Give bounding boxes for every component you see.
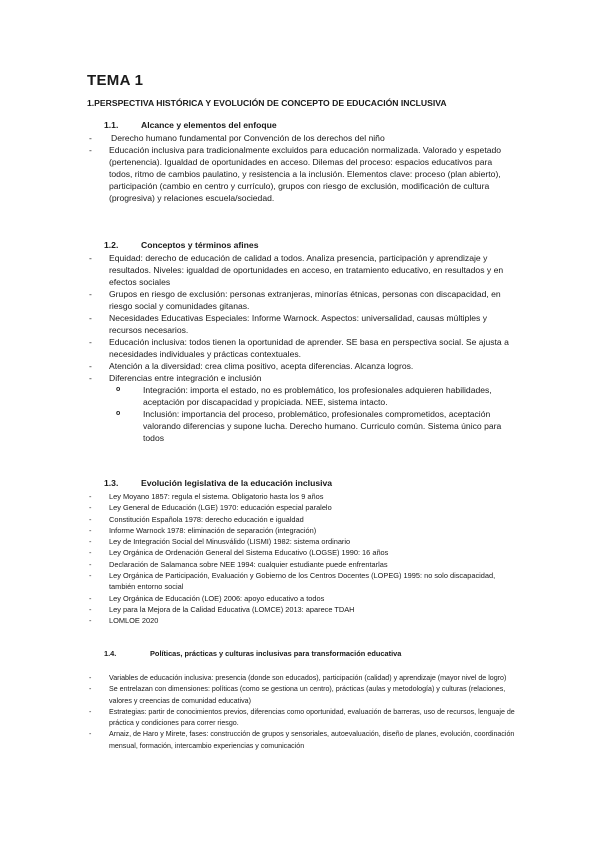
list-item: - Grupos en riesgo de exclusión: personas extranjeras, minorías étnicas, personas con discapacidad, en riesgo social y comunidades gitanas.	[87, 288, 517, 312]
list-item: - Ley Orgánica de Educación (LOE) 2006: apoyo educativo a todos	[87, 593, 517, 604]
section-1-1	[87, 118, 517, 204]
list-item: - Ley Moyano 1857: regula el sistema. Obligatorio hasta los 9 años	[87, 491, 517, 502]
list-item: - Arnaiz, de Haro y Mirete, fases: construcción de grupos y sensoriales, autoevaluación, diseño de planes, evolución, coordinación mensual, formación, intercambio experiencias y comunicación	[87, 729, 517, 752]
section-title	[87, 477, 517, 491]
sub-list-item: o Inclusión: importancia del proceso, problemático, profesionales comprometidos, aceptación valorando diferencias y supone lucha. Derecho humano. Curriculo común. Sistema único para todos	[115, 408, 517, 444]
section-number: 1.2.	[104, 240, 119, 250]
list-item: - Ley de Integración Social del Minusválido (LISMI) 1982: sistema ordinario	[87, 536, 517, 547]
section-title-text: Evolución legislativa de la educación inclusiva	[141, 478, 333, 489]
list-item: - Informe Warnock 1978: eliminación de separación (integración)	[87, 525, 517, 536]
section-1-2	[87, 238, 517, 444]
main-heading: 1.PERSPECTIVA HISTÓRICA Y EVOLUCIÓN DE CONCEPTO DE EDUCACIÓN INCLUSIVA	[87, 98, 447, 108]
list-item: - Constitución Española 1978: derecho educación e igualdad	[87, 514, 517, 525]
section-title	[87, 118, 517, 132]
list-item: - Ley Orgánica de Ordenación General del Sistema Educativo (LOGSE) 1990: 16 años	[87, 547, 517, 558]
section-1-3	[87, 477, 517, 627]
list-item: - Ley General de Educación (LGE) 1970: educación especial paralelo	[87, 502, 517, 513]
list-item: - Estrategias: partir de conocimientos previos, diferencias como oportunidad, evaluación de barreras, uso de recursos, lenguaje de práctica y condiciones para correr riesgo.	[87, 707, 517, 730]
section-title-text: Alcance y elementos del enfoque	[141, 120, 277, 130]
section-number: 1.1.	[104, 120, 119, 130]
list-item: - Atención a la diversidad: crea clima positivo, acepta diferencias. Alcanza logros.	[87, 360, 517, 372]
section-number: 1.4.	[104, 649, 117, 659]
sub-bullet-list	[87, 384, 517, 444]
section-title	[87, 647, 517, 661]
bullet-list	[87, 673, 517, 752]
section-1-4	[87, 647, 517, 752]
list-item: - Ley para la Mejora de la Calidad Educativa (LOMCE) 2013: aparece TDAH	[87, 604, 517, 615]
list-item: - Educación inclusiva: todos tienen la oportunidad de aprender. SE basa en perspectiva social. Se ajusta a necesidades individuales y prácticas contextuales.	[87, 336, 517, 360]
bullet-list	[87, 491, 517, 627]
list-item: - Variables de educación inclusiva: presencia (donde son educados), participación (calidad) y aprendizaje (mayor nivel de logro)	[87, 673, 517, 684]
document-title: TEMA 1	[87, 72, 144, 89]
section-title-text: Conceptos y términos afines	[141, 240, 259, 250]
list-item: - Declaración de Salamanca sobre NEE 1994: cualquier estudiante puede enfrentarlas	[87, 559, 517, 570]
list-item: - Necesidades Educativas Especiales: Informe Warnock. Aspectos: universalidad, causas múltiples y recursos necesarios.	[87, 312, 517, 336]
bullet-list	[87, 132, 517, 204]
list-item: - Educación inclusiva para tradicionalmente excluidos para educación normalizada. Valorado y espetado (pertenencia). Igualdad de oportunidades en acceso. Dilemas del proceso: espacios educativos para todos, ritmo de cambios paulatino, y resistencia a la inclusión. Elementos clave: proceso (plan abierto), participación (cambio en centro y currículo), grupos con riesgo de exclusión, modificación de cultura (progresiva) y relaciones escuela/sociedad.	[87, 144, 517, 204]
list-item: - Diferencias entre integración e inclusión	[87, 372, 517, 384]
list-item: - LOMLOE 2020	[87, 615, 517, 626]
list-item: - Ley Orgánica de Participación, Evaluación y Gobierno de los Centros Docentes (LOPEG) 1995: no solo discapacidad, también entorno social	[87, 570, 517, 593]
list-item: - Derecho humano fundamental por Convención de los derechos del niño	[87, 132, 517, 144]
list-item: - Se entrelazan con dimensiones: políticas (como se gestiona un centro), prácticas (aulas y metodología) y culturas (relaciones, valores y creencias de comunidad educativa)	[87, 684, 517, 707]
list-item: - Equidad: derecho de educación de calidad a todos. Analiza presencia, participación y aprendizaje y resultados. Niveles: igualdad de oportunidades en acceso, en tratamiento educativo, en resultados y en efectos sociales	[87, 252, 517, 288]
section-number: 1.3.	[104, 478, 119, 489]
bullet-list	[87, 252, 517, 384]
section-title-text: Políticas, prácticas y culturas inclusivas para transformación educativa	[150, 649, 402, 659]
sub-list-item: o Integración: importa el estado, no es problemático, los profesionales adquieren habilidades, aceptación por discapacidad y propiciada. NEE, sistema intacto.	[115, 384, 517, 408]
section-title	[87, 238, 517, 252]
